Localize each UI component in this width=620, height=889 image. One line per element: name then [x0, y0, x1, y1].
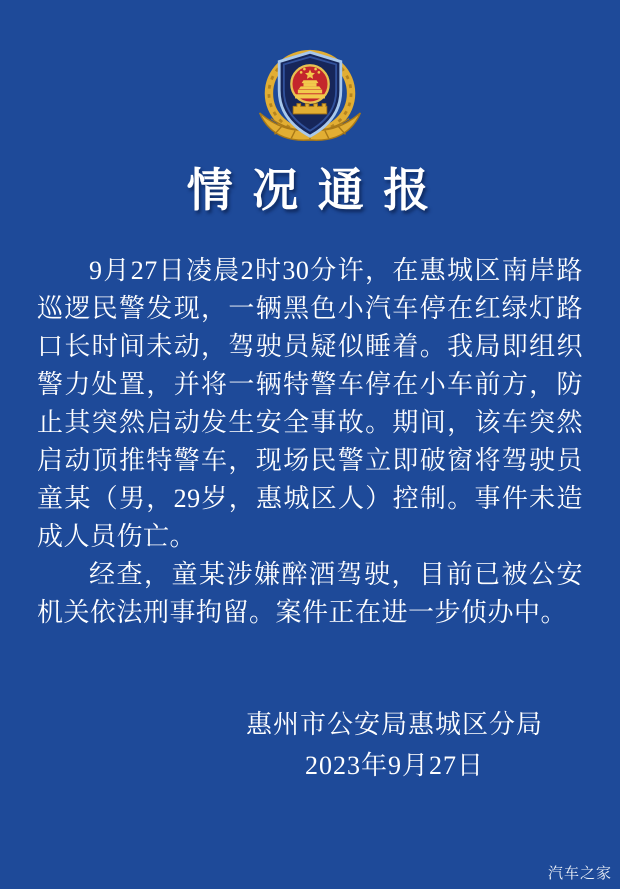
signature-block [246, 704, 543, 786]
police-badge-svg [251, 42, 369, 154]
watermark-text: 汽车之家 [547, 865, 612, 882]
notice-paragraph-2: 经查，童某涉嫌醉酒驾驶，目前已被公安机关依法刑事拘留。案件正在进一步侦办中。 [37, 560, 583, 627]
notice-paragraph-1: 9月27日凌晨2时30分许，在惠城区南岸路巡逻民警发现，一辆黑色小汽车停在红绿灯路口长时间未动，驾驶员疑似睡着。我局即组织警力处置，并将一辆特警车停在小车前方，防止其突然启动发生安全事故。期间，该车突然启动顶推特警车，现场民警立即破窗将驾驶员童某（男，29岁，惠城区人）控制。事件未造成人员伤亡。 [37, 256, 583, 551]
notice-body [37, 252, 583, 632]
issue-date: 2023年9月27日 [304, 751, 484, 780]
police-badge-icon [251, 42, 369, 154]
issuer-name: 惠州市公安局惠城区分局 [245, 710, 543, 739]
notice-title: 情 况 通 报 [186, 165, 434, 216]
